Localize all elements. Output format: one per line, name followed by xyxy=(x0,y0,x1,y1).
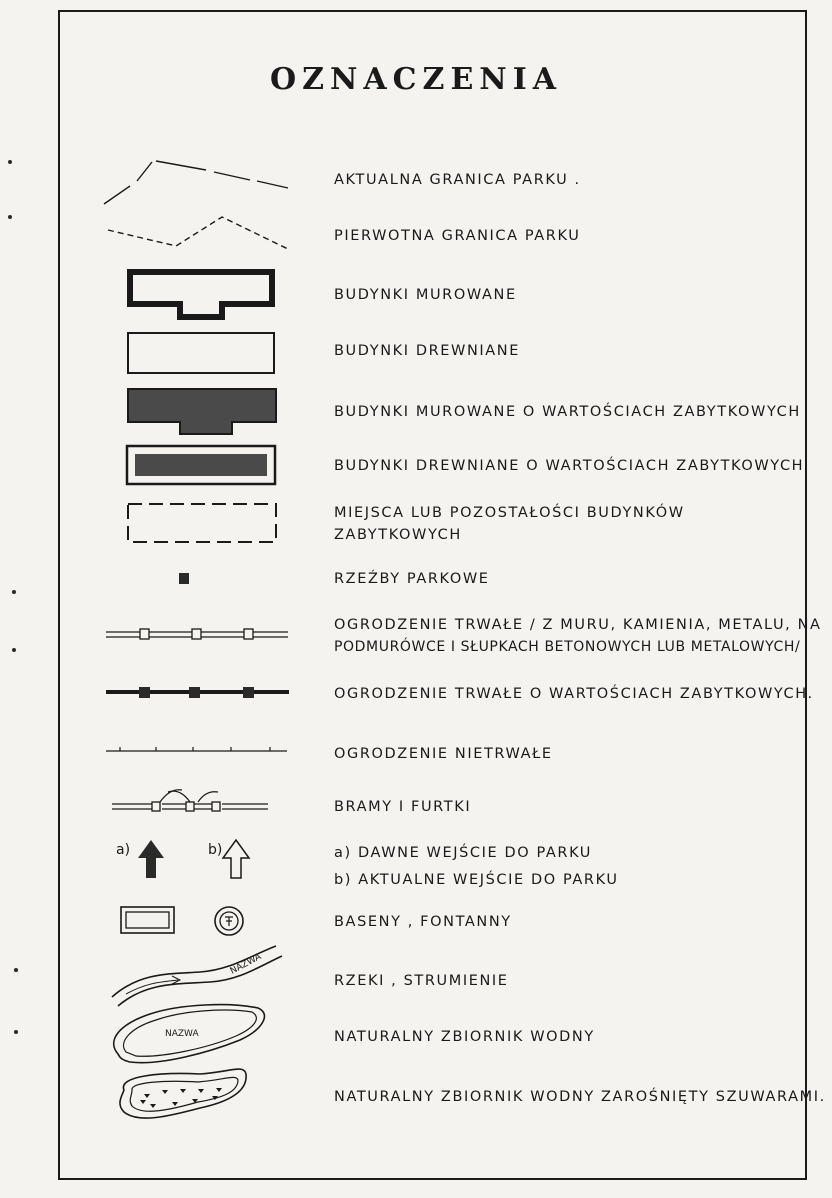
legend-label: BUDYNKI MUROWANE xyxy=(334,287,517,303)
legend-label: OGRODZENIE TRWAŁE O WARTOŚCIACH ZABYTKOWYCH. xyxy=(334,686,814,702)
historic-wooden-symbol xyxy=(0,444,320,489)
gate-symbol xyxy=(0,782,320,822)
legend-label: a) DAWNE WEJŚCIE DO PARKU xyxy=(334,845,593,861)
legend-label: RZEŹBY PARKOWE xyxy=(334,571,490,587)
entrance-mark-a: a) xyxy=(116,842,131,858)
entrance-arrows-symbol xyxy=(0,836,320,886)
wooden-building-symbol xyxy=(0,330,320,380)
water-body-name-text: NAZWA xyxy=(165,1029,199,1039)
temporary-fence-symbol xyxy=(0,740,320,770)
legend-label: NATURALNY ZBIORNIK WODNY ZAROŚNIĘTY SZUWARAMI. xyxy=(334,1089,826,1105)
pool-fountain-symbol xyxy=(0,902,320,942)
legend-label-continued: ZABYTKOWYCH xyxy=(334,527,462,543)
sculpture-symbol xyxy=(0,568,320,598)
legend-label: RZEKI , STRUMIENIE xyxy=(334,973,509,989)
reed-water-body-symbol xyxy=(0,1060,320,1130)
permanent-fence-symbol xyxy=(0,612,320,662)
legend-label: MIEJSCA LUB POZOSTAŁOŚCI BUDYNKÓW xyxy=(334,505,685,521)
legend-label: BUDYNKI DREWNIANE xyxy=(334,343,521,359)
legend-label: PIERWOTNA GRANICA PARKU xyxy=(334,228,581,244)
legend-label: OGRODZENIE NIETRWAŁE xyxy=(334,746,553,762)
legend-label: NATURALNY ZBIORNIK WODNY xyxy=(334,1029,595,1045)
old-entrance-arrow xyxy=(138,840,164,878)
original-boundary-symbol xyxy=(0,212,320,262)
entrance-mark-b: b) xyxy=(208,842,223,858)
legend-label-continued: b) AKTUALNE WEJŚCIE DO PARKU xyxy=(334,872,619,888)
legend-label: BASENY , FONTANNY xyxy=(334,914,512,930)
legend-label-continued: PODMURÓWCE I SŁUPKACH BETONOWYCH LUB METALOWYCH/ xyxy=(334,639,801,655)
masonry-building-symbol xyxy=(0,268,320,328)
current-boundary-symbol xyxy=(0,158,320,208)
legend-label: BUDYNKI MUROWANE O WARTOŚCIACH ZABYTKOWYCH xyxy=(334,404,801,420)
legend-label: AKTUALNA GRANICA PARKU . xyxy=(334,172,581,188)
building-remains-symbol xyxy=(0,500,320,550)
legend-label: BRAMY I FURTKI xyxy=(334,799,472,815)
historic-masonry-symbol xyxy=(0,386,320,441)
legend-label: BUDYNKI DREWNIANE O WARTOŚCIACH ZABYTKOWYCH xyxy=(334,458,805,474)
legend-label: OGRODZENIE TRWAŁE / Z MURU, KAMIENIA, METALU, NA xyxy=(334,617,822,633)
current-entrance-arrow xyxy=(223,840,249,878)
river-name-text: NAZWA xyxy=(228,952,264,977)
page-title: OZNACZENIA xyxy=(269,62,563,97)
historic-fence-symbol xyxy=(0,680,320,710)
